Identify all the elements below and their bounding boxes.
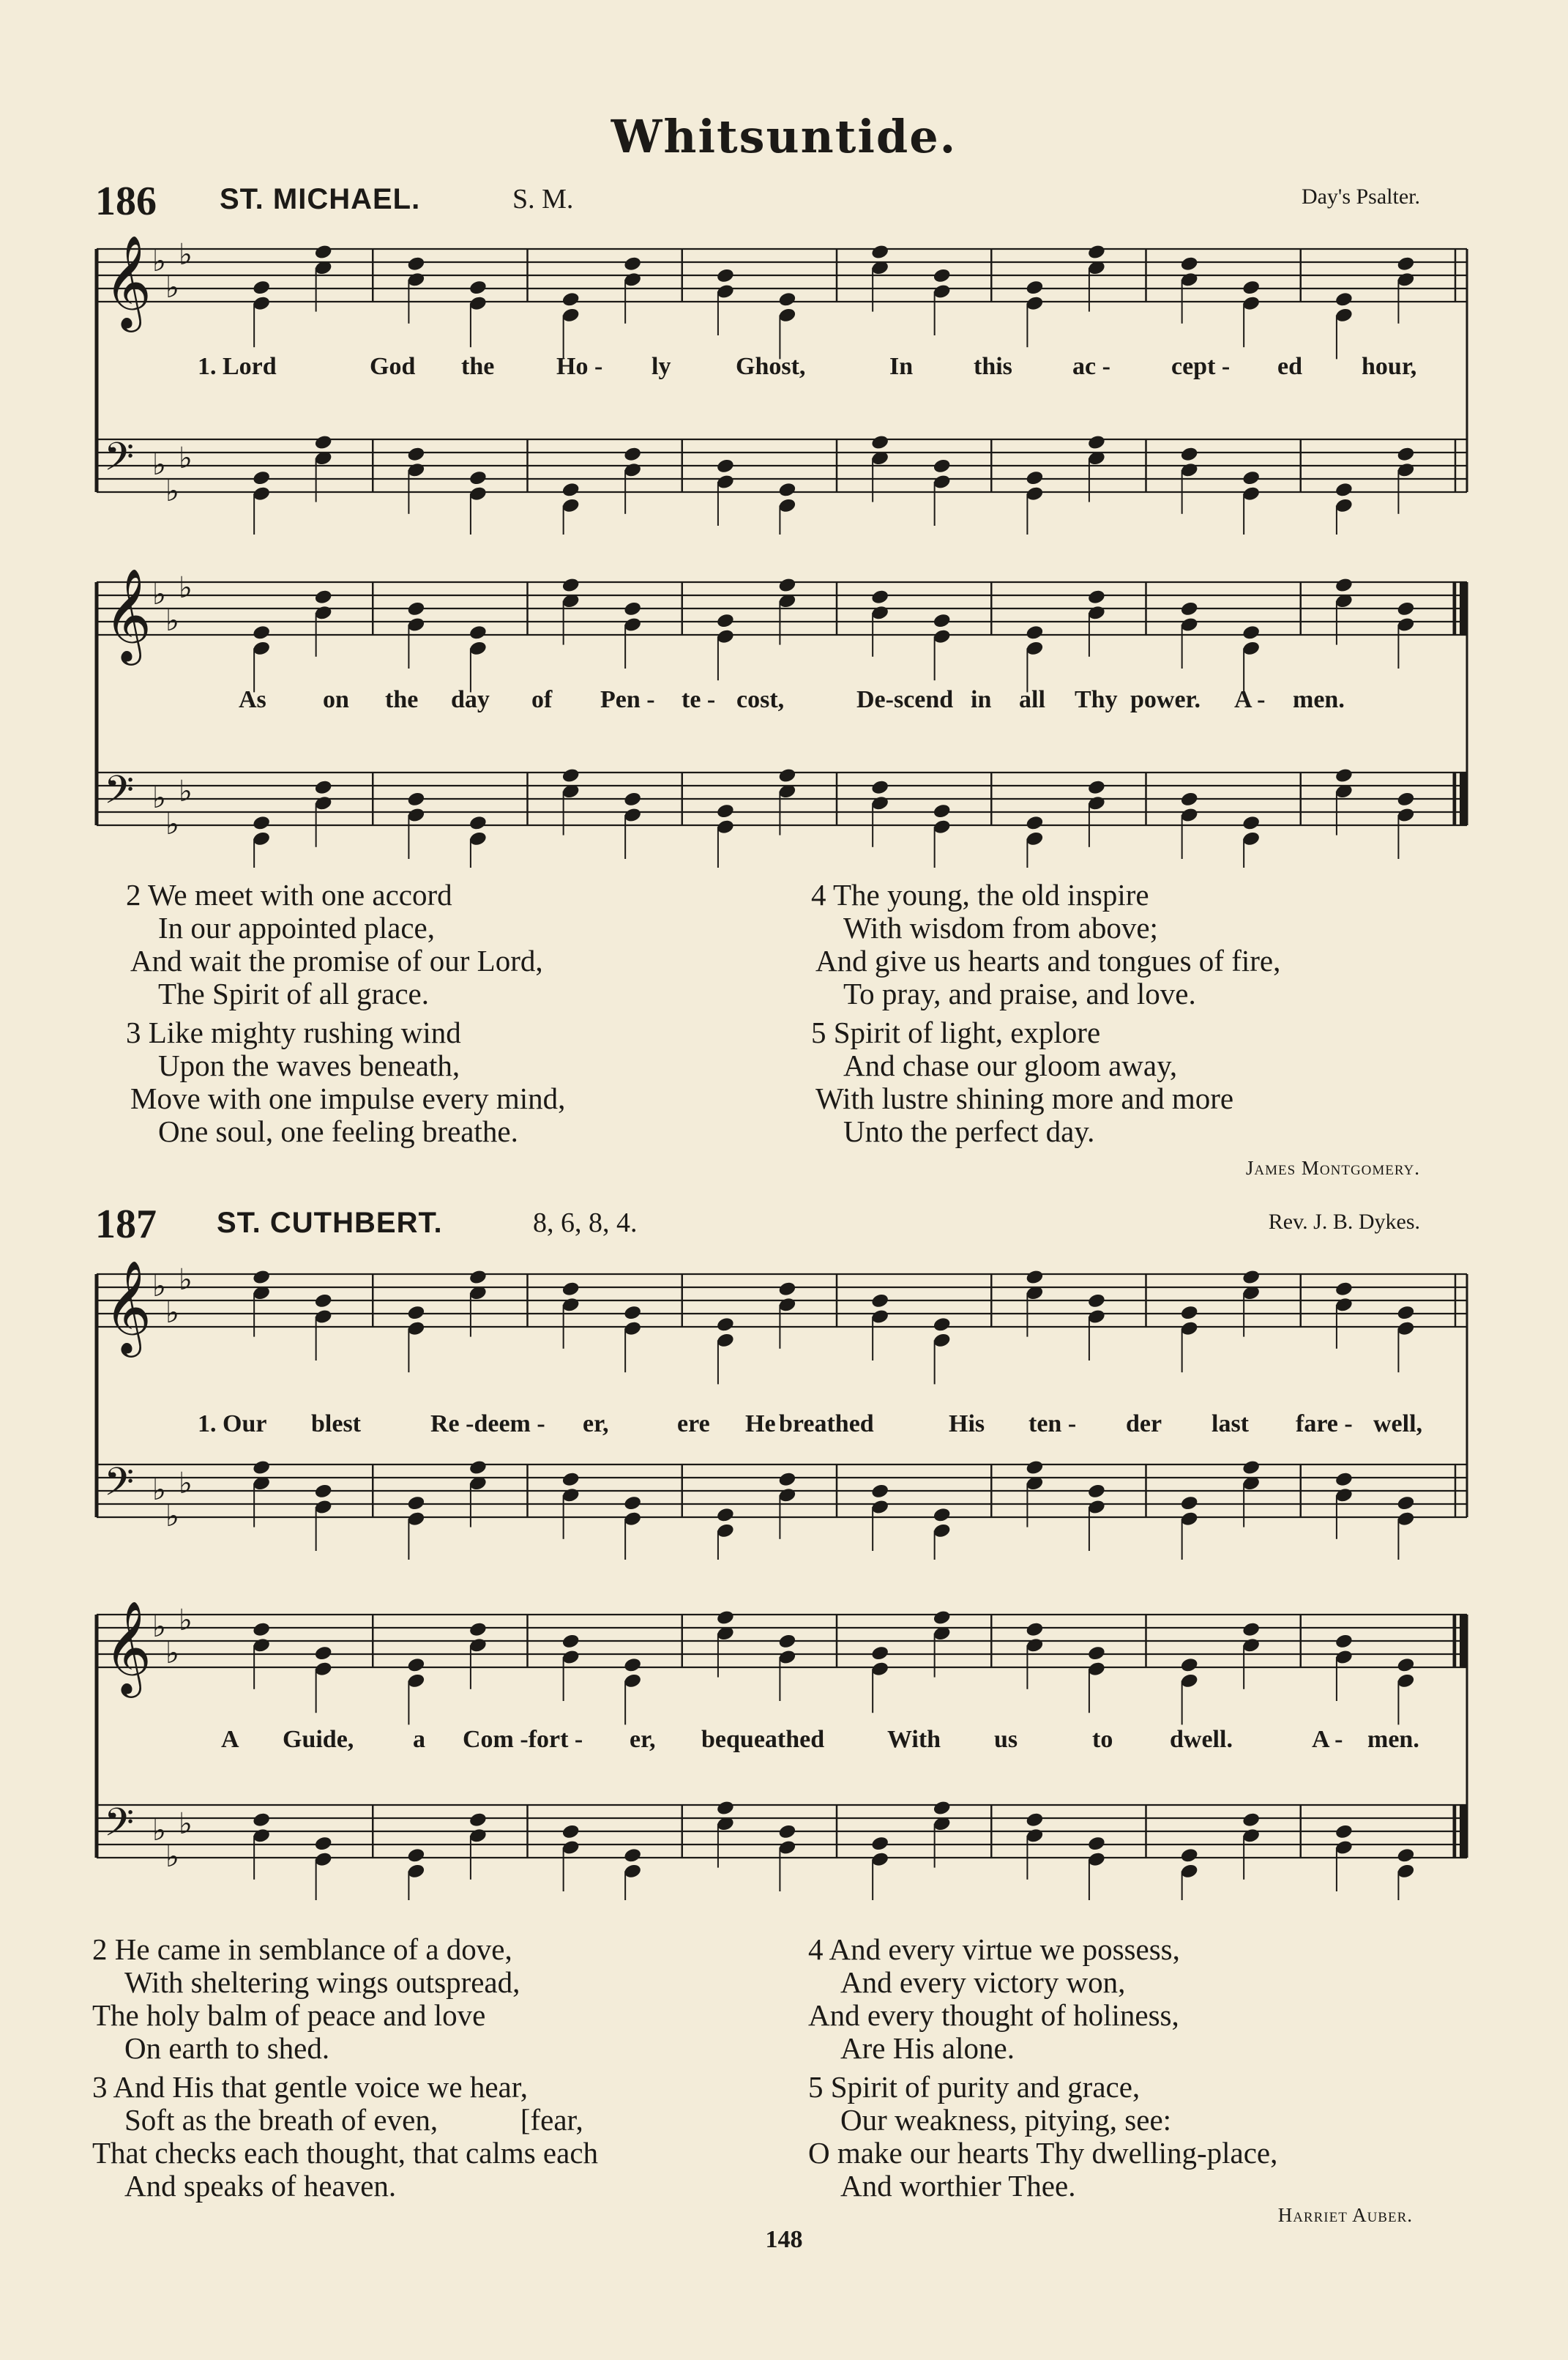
flat-icon: ♭: [165, 604, 179, 638]
note-head: [252, 1621, 271, 1638]
note-head: [468, 279, 488, 296]
lyric-syllable: ed: [1277, 353, 1302, 380]
lyric-syllable: us: [994, 1726, 1018, 1753]
note-head: [1396, 446, 1415, 463]
verse-text: We meet with one accord: [148, 878, 452, 912]
note-head: [1242, 1269, 1261, 1286]
note-head: [1087, 1483, 1106, 1500]
lyric-syllable: Ho -: [556, 353, 603, 380]
note-head: [468, 1269, 488, 1286]
note-head: [252, 1459, 271, 1476]
meter: 8, 6, 8, 4.: [533, 1207, 638, 1238]
bass-clef-icon: 𝄢: [104, 768, 135, 822]
lyric-syllable: Re -deem -: [430, 1410, 545, 1437]
note-head: [1180, 600, 1199, 617]
note-head: [1180, 256, 1199, 272]
verse-line: [92, 1933, 520, 1966]
note-head: [1025, 1812, 1044, 1828]
lyric-line: [198, 1410, 1442, 1440]
note-head: [314, 589, 333, 606]
verse-line: On earth to shed.: [124, 2031, 330, 2065]
verse-line: The holy balm of peace and love: [92, 1998, 486, 2032]
lyric-syllable: ten -: [1028, 1410, 1077, 1437]
note-head: [933, 458, 952, 474]
verse-line: O make our hearts Thy dwelling-place,: [808, 2136, 1278, 2170]
lyric-line: [239, 686, 1454, 715]
flat-icon: ♭: [152, 1473, 166, 1507]
note-head: [716, 803, 735, 819]
note-head: [252, 815, 271, 832]
music-staff-pair: [94, 1245, 1470, 1560]
verse-line: [126, 1016, 565, 1049]
lyric-syllable: bequeathed: [701, 1726, 825, 1753]
note-head: [314, 1645, 333, 1661]
note-head: [870, 434, 889, 451]
note-head: [1242, 815, 1261, 832]
author-credit: James Montgomery.: [1245, 1157, 1420, 1179]
lyric-syllable: of: [531, 686, 553, 713]
verse-number: 4: [811, 878, 826, 912]
note-head: [406, 600, 425, 617]
verse-line: One soul, one feeling breathe.: [158, 1114, 518, 1148]
treble-clef-icon: 𝄞: [104, 1259, 152, 1353]
note-head: [870, 1645, 889, 1661]
note-head: [1242, 279, 1261, 296]
note-head: [468, 1621, 488, 1638]
author-credit: Harriet Auber.: [1277, 2204, 1413, 2226]
note-head: [870, 779, 889, 796]
note-head: [716, 267, 735, 284]
verse-line: [92, 2071, 598, 2104]
flat-icon: ♭: [165, 1637, 179, 1670]
verse-text: Spirit of purity and grace,: [830, 2070, 1140, 2104]
treble-clef-icon: 𝄞: [104, 567, 152, 661]
note-head: [406, 791, 425, 808]
note-head: [870, 1292, 889, 1309]
lyric-syllable: 1. Lord: [198, 353, 277, 380]
note-head: [716, 1800, 735, 1817]
note-head: [933, 1800, 952, 1817]
note-head: [933, 267, 952, 284]
treble-clef-icon: 𝄞: [104, 1600, 152, 1694]
note-head: [252, 469, 271, 486]
verse-text: Spirit of light, explore: [833, 1016, 1101, 1049]
lyric-syllable: ere: [677, 1410, 710, 1437]
note-head: [1396, 1494, 1415, 1511]
flat-icon: ♭: [165, 1500, 179, 1533]
verse-number: 2: [126, 878, 141, 912]
verse-line: The Spirit of all grace.: [158, 977, 430, 1010]
lyric-syllable: ly: [652, 353, 671, 380]
note-head: [1334, 1281, 1354, 1298]
note-head: [1334, 1823, 1354, 1840]
verse-line: And chase our gloom away,: [843, 1049, 1178, 1082]
lyric-syllable: well,: [1373, 1410, 1423, 1437]
note-head: [870, 244, 889, 261]
note-head: [716, 1507, 735, 1524]
note-head: [623, 1494, 642, 1511]
verse-number: 5: [811, 1016, 826, 1049]
note-head: [777, 767, 796, 784]
note-head: [468, 1812, 488, 1828]
lyric-syllable: In: [889, 353, 914, 380]
note-head: [252, 1812, 271, 1828]
lyric-syllable: fare -: [1296, 1410, 1353, 1437]
note-head: [716, 1609, 735, 1626]
verse-block: [126, 1016, 565, 1148]
lyric-syllable: Com -fort -: [463, 1726, 583, 1753]
lyric-syllable: A: [221, 1726, 239, 1753]
verse-line: [808, 2071, 1277, 2104]
lyric-syllable: His: [949, 1410, 985, 1437]
note-head: [1087, 779, 1106, 796]
tune-name: ST. MICHAEL.: [220, 183, 421, 215]
lyric-syllable: a: [413, 1726, 425, 1753]
note-head: [1334, 577, 1354, 594]
note-head: [1334, 1633, 1354, 1650]
lyric-syllable: er,: [583, 1410, 609, 1437]
note-head: [314, 779, 333, 796]
note-head: [252, 279, 271, 296]
composer: Rev. J. B. Dykes.: [1268, 1210, 1420, 1234]
lyric-syllable: Pen -: [600, 686, 655, 713]
lyric-line: [221, 1726, 1436, 1755]
verse-line: Soft as the breath of even, [fear,: [124, 2103, 583, 2137]
lyric-syllable: De-scend: [856, 686, 954, 713]
note-head: [716, 1317, 735, 1333]
note-head: [561, 767, 580, 784]
verse-line: [808, 1933, 1180, 1966]
note-head: [314, 434, 333, 451]
lyric-syllable: cost,: [736, 686, 785, 713]
note-head: [623, 1657, 642, 1674]
note-head: [716, 458, 735, 474]
verse-line: With lustre shining more and more: [815, 1082, 1234, 1115]
note-head: [468, 815, 488, 832]
note-head: [406, 1304, 425, 1321]
verse-line: In our appointed place,: [158, 911, 435, 945]
flat-icon: ♭: [179, 571, 193, 605]
flat-icon: ♭: [179, 1807, 193, 1841]
note-head: [314, 1483, 333, 1500]
verse-text: Like mighty rushing wind: [148, 1016, 461, 1049]
flat-icon: ♭: [165, 808, 179, 841]
note-head: [1025, 1459, 1044, 1476]
flat-icon: ♭: [179, 238, 193, 272]
flat-icon: ♭: [152, 1814, 166, 1847]
note-head: [623, 446, 642, 463]
lyric-syllable: As: [239, 686, 266, 713]
note-head: [1180, 1494, 1199, 1511]
note-head: [406, 1847, 425, 1864]
note-head: [561, 1823, 580, 1840]
treble-clef-icon: 𝄞: [104, 234, 152, 328]
note-head: [252, 1269, 271, 1286]
note-head: [314, 1292, 333, 1309]
flat-icon: ♭: [165, 1296, 179, 1330]
verse-text: And every virtue we possess,: [829, 1932, 1180, 1966]
flat-icon: ♭: [179, 1263, 193, 1297]
bass-clef-icon: 𝄢: [104, 1460, 135, 1514]
lyric-syllable: er,: [630, 1726, 656, 1753]
verse-line: With sheltering wings outspread,: [124, 1965, 520, 1999]
note-head: [623, 791, 642, 808]
note-head: [1396, 1304, 1415, 1321]
lyric-syllable: He: [745, 1410, 776, 1437]
note-head: [623, 600, 642, 617]
music-system: [94, 1245, 1470, 1560]
note-head: [468, 1459, 488, 1476]
flat-icon: ♭: [165, 1840, 179, 1874]
flat-icon: ♭: [179, 1467, 193, 1500]
verse-number: 4: [808, 1932, 824, 1966]
lyric-syllable: all: [1019, 686, 1045, 713]
note-head: [1242, 625, 1261, 641]
note-head: [406, 1657, 425, 1674]
note-head: [1396, 791, 1415, 808]
note-head: [561, 577, 580, 594]
note-head: [1087, 589, 1106, 606]
note-head: [623, 1304, 642, 1321]
note-head: [406, 446, 425, 463]
note-head: [1396, 256, 1415, 272]
note-head: [1087, 434, 1106, 451]
lyric-syllable: this: [974, 353, 1012, 380]
verse-block: [808, 1933, 1180, 2065]
section-title: Whitsuntide.: [611, 110, 957, 163]
note-head: [314, 244, 333, 261]
hymn-number: 187: [95, 1202, 157, 1247]
note-head: [1087, 1292, 1106, 1309]
verse-line: And every thought of holiness,: [808, 1998, 1179, 2032]
lyric-syllable: Ghost,: [736, 353, 806, 380]
note-head: [933, 1317, 952, 1333]
verse-number: 3: [92, 2070, 108, 2104]
verse-line: To pray, and praise, and love.: [843, 977, 1196, 1010]
flat-icon: ♭: [165, 271, 179, 305]
verse-text: And His that gentle voice we hear,: [113, 2070, 528, 2104]
note-head: [1242, 1812, 1261, 1828]
verse-block: [92, 1933, 520, 2065]
verse-number: 5: [808, 2070, 824, 2104]
note-head: [1087, 244, 1106, 261]
note-head: [1334, 767, 1354, 784]
note-head: [777, 1471, 796, 1488]
flat-icon: ♭: [152, 1270, 166, 1303]
lyric-syllable: breathed: [779, 1410, 874, 1437]
note-head: [1025, 1621, 1044, 1638]
flat-icon: ♭: [179, 775, 193, 808]
note-head: [1396, 600, 1415, 617]
verse-line: Upon the waves beneath,: [158, 1049, 460, 1082]
note-head: [777, 482, 796, 499]
lyric-syllable: ac -: [1072, 353, 1110, 380]
verse-line: Are His alone.: [840, 2031, 1015, 2065]
lyric-syllable: on: [323, 686, 349, 713]
note-head: [777, 577, 796, 594]
note-head: [777, 1281, 796, 1298]
verse-block: [92, 2071, 598, 2203]
verse-block: [811, 879, 1280, 1010]
verse-text: The young, the old inspire: [833, 878, 1149, 912]
note-head: [1087, 1645, 1106, 1661]
lyric-syllable: A -: [1312, 1726, 1343, 1753]
note-head: [1180, 791, 1199, 808]
lyric-syllable: men.: [1367, 1726, 1419, 1753]
verse-line: And worthier Thee.: [840, 2169, 1076, 2203]
verse-line: [811, 879, 1280, 912]
bass-clef-icon: 𝄢: [104, 435, 135, 489]
lyric-syllable: dwell.: [1170, 1726, 1233, 1753]
lyric-syllable: der: [1126, 1410, 1162, 1437]
note-head: [1180, 446, 1199, 463]
verse-line: And give us hearts and tongues of fire,: [815, 944, 1281, 978]
verse-line: [126, 879, 543, 912]
page-number: 148: [765, 2226, 803, 2253]
lyric-syllable: men.: [1293, 686, 1345, 713]
verse-line: With wisdom from above;: [843, 911, 1158, 945]
verse-block: [811, 1016, 1233, 1148]
note-head: [1334, 482, 1354, 499]
verse-number: 3: [126, 1016, 141, 1049]
flat-icon: ♭: [152, 1610, 166, 1644]
tune-name: ST. CUTHBERT.: [217, 1207, 443, 1239]
meter: S. M.: [512, 184, 574, 215]
lyric-syllable: blest: [311, 1410, 361, 1437]
note-head: [870, 1835, 889, 1852]
hymn-number: 186: [95, 179, 157, 224]
verse-line: And speaks of heaven.: [124, 2169, 397, 2203]
note-head: [1087, 1835, 1106, 1852]
lyric-syllable: day: [451, 686, 490, 713]
note-head: [933, 803, 952, 819]
note-head: [1025, 279, 1044, 296]
flat-icon: ♭: [152, 781, 166, 815]
verse-line: That checks each thought, that calms each: [92, 2136, 599, 2170]
note-head: [1396, 1847, 1415, 1864]
note-head: [1180, 1657, 1199, 1674]
lyric-syllable: A -: [1234, 686, 1266, 713]
note-head: [716, 612, 735, 629]
lyric-syllable: With: [887, 1726, 941, 1753]
verse-number: 2: [92, 1932, 108, 1966]
lyric-syllable: te -: [682, 686, 716, 713]
flat-icon: ♭: [152, 245, 166, 278]
note-head: [1180, 1847, 1199, 1864]
composer: Day's Psalter.: [1301, 185, 1420, 209]
note-head: [933, 1609, 952, 1626]
flat-icon: ♭: [152, 578, 166, 611]
note-head: [1242, 1621, 1261, 1638]
note-head: [1025, 1269, 1044, 1286]
note-head: [623, 1847, 642, 1864]
note-head: [1025, 469, 1044, 486]
note-head: [1334, 291, 1354, 308]
lyric-syllable: to: [1092, 1726, 1113, 1753]
note-head: [561, 1633, 580, 1650]
verse-line: Move with one impulse every mind,: [130, 1082, 566, 1115]
lyric-syllable: power.: [1130, 686, 1201, 713]
lyric-line: [198, 353, 1442, 382]
verse-line: And wait the promise of our Lord,: [130, 944, 543, 978]
verse-text: He came in semblance of a dove,: [114, 1932, 512, 1966]
note-head: [870, 1483, 889, 1500]
verse-line: [811, 1016, 1233, 1049]
verse-line: Unto the perfect day.: [843, 1114, 1095, 1148]
note-head: [1180, 1304, 1199, 1321]
note-head: [1334, 1471, 1354, 1488]
note-head: [1025, 625, 1044, 641]
lyric-syllable: in: [971, 686, 992, 713]
verse-block: [808, 2071, 1277, 2203]
note-head: [406, 1494, 425, 1511]
note-head: [561, 1471, 580, 1488]
note-head: [1242, 1459, 1261, 1476]
note-head: [777, 1633, 796, 1650]
note-head: [561, 291, 580, 308]
note-head: [623, 256, 642, 272]
note-head: [1396, 1657, 1415, 1674]
flat-icon: ♭: [152, 448, 166, 482]
note-head: [933, 1507, 952, 1524]
note-head: [933, 612, 952, 629]
flat-icon: ♭: [179, 442, 193, 475]
note-head: [561, 482, 580, 499]
note-head: [1242, 469, 1261, 486]
bass-clef-icon: 𝄢: [104, 1801, 135, 1855]
lyric-syllable: last: [1212, 1410, 1249, 1437]
lyric-syllable: God: [370, 353, 416, 380]
verse-line: Our weakness, pitying, see:: [840, 2103, 1172, 2137]
note-head: [406, 256, 425, 272]
note-head: [1025, 815, 1044, 832]
verse-block: [126, 879, 543, 1010]
lyric-syllable: hour,: [1362, 353, 1417, 380]
flat-icon: ♭: [179, 1604, 193, 1637]
note-head: [777, 1823, 796, 1840]
note-head: [252, 625, 271, 641]
note-head: [777, 291, 796, 308]
lyric-syllable: Guide,: [283, 1726, 354, 1753]
lyric-syllable: Thy: [1075, 686, 1118, 713]
lyric-syllable: cept -: [1171, 353, 1231, 380]
lyric-syllable: 1. Our: [198, 1410, 267, 1437]
lyric-syllable: the: [461, 353, 495, 380]
note-head: [468, 625, 488, 641]
lyric-syllable: the: [385, 686, 419, 713]
flat-icon: ♭: [165, 474, 179, 508]
note-head: [561, 1281, 580, 1298]
note-head: [314, 1835, 333, 1852]
verse-line: And every victory won,: [840, 1965, 1126, 1999]
note-head: [870, 589, 889, 606]
note-head: [468, 469, 488, 486]
